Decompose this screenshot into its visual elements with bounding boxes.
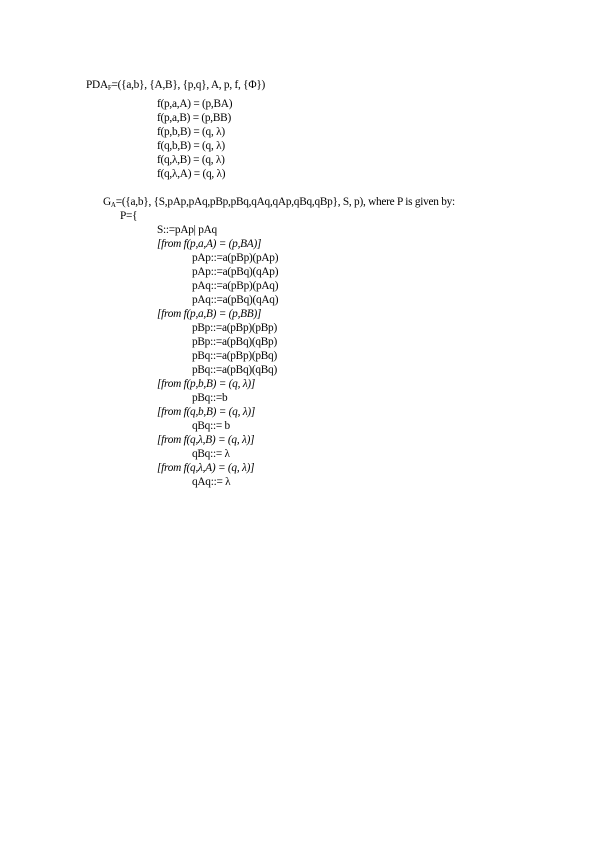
grammar-definition [103,195,455,212]
production-rule: qAq::= λ [192,476,231,488]
grammar-prefix-subscript: A [110,201,116,209]
pda-prefix: PDA [86,79,108,91]
section-header: [from f(p,a,B) = (p,BB)] [157,308,262,320]
pda-transition: f(p,b,B) = (q, λ) [157,126,225,138]
pda-transition: f(p,a,A) = (p,BA) [157,98,233,110]
production-rule: pAp::=a(pBp)(pAp) [192,252,279,264]
grammar-prefix: G [103,196,111,208]
pda-transition: f(q,b,B) = (q, λ) [157,140,225,152]
pda-transition: f(q,λ,A) = (q, λ) [157,168,226,180]
production-rule: pBq::=a(pBp)(pBq) [192,350,277,362]
production-rule: pBq::=b [192,392,228,404]
production-rule: pAp::=a(pBq)(qAp) [192,266,279,278]
production-rule: pAq::=a(pBq)(qAq) [192,294,279,306]
production-rule: pAq::=a(pBp)(pAq) [192,280,279,292]
start-rule: S::=pAp| pAq [157,224,217,236]
production-rule: qBq::= λ [192,448,230,460]
pda-definition-text: =({a,b}, {A,B}, {p,q}, A, p, f, {Φ}) [111,79,266,91]
section-header: [from f(p,b,B) = (q, λ)] [157,378,256,390]
section-header: [from f(q,b,B) = (q, λ)] [157,406,256,418]
pda-definition [86,78,265,95]
production-rule: qBq::= b [192,420,230,432]
pda-transition: f(p,a,B) = (p,BB) [157,112,231,124]
production-rule: pBp::=a(pBp)(pBp) [192,322,277,334]
section-header: [from f(p,a,A) = (p,BA)] [157,238,262,250]
grammar-definition-text: =({a,b}, {S,pAp,pAq,pBp,pBq,qAq,qAp,qBq,qBp}, S, p), where P is given by: [115,196,455,208]
section-header: [from f(q,λ,A) = (q, λ)] [157,462,255,474]
pda-transition: f(q,λ,B) = (q, λ) [157,154,225,166]
production-rule: pBq::=a(pBq)(qBq) [192,364,277,376]
production-rule: pBp::=a(pBq)(qBp) [192,336,277,348]
productions-open: P={ [120,210,138,222]
pda-prefix-subscript: F [107,84,112,92]
section-header: [from f(q,λ,B) = (q, λ)] [157,434,255,446]
